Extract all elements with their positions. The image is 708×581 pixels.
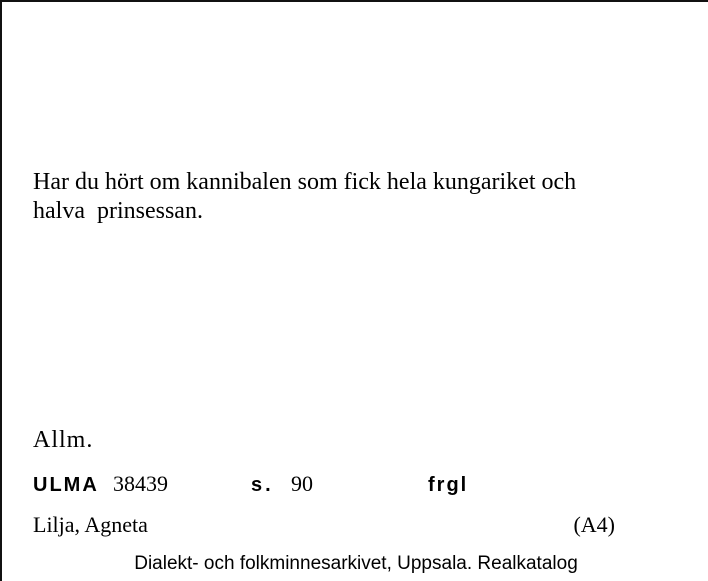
page-label: s. xyxy=(251,474,274,496)
page-number: 90 xyxy=(291,471,313,496)
type-code: frgl xyxy=(428,474,469,496)
informant-name: Lilja, Agneta xyxy=(33,512,148,537)
archive-reference-row xyxy=(33,471,673,501)
card-text xyxy=(33,168,653,226)
card-text-line: halva prinsessan. xyxy=(33,198,203,224)
archive-number: 38439 xyxy=(113,471,168,496)
category-label: Allm. xyxy=(33,427,94,453)
archive-footer: Dialekt- och folkminnesarkivet, Uppsala. Realkatalog xyxy=(134,553,578,574)
card-text-line: Har du hört om kannibalen som fick hela kungariket och xyxy=(33,169,577,195)
archive-label: ULMA xyxy=(33,474,99,496)
format-code: (A4) xyxy=(573,512,615,537)
